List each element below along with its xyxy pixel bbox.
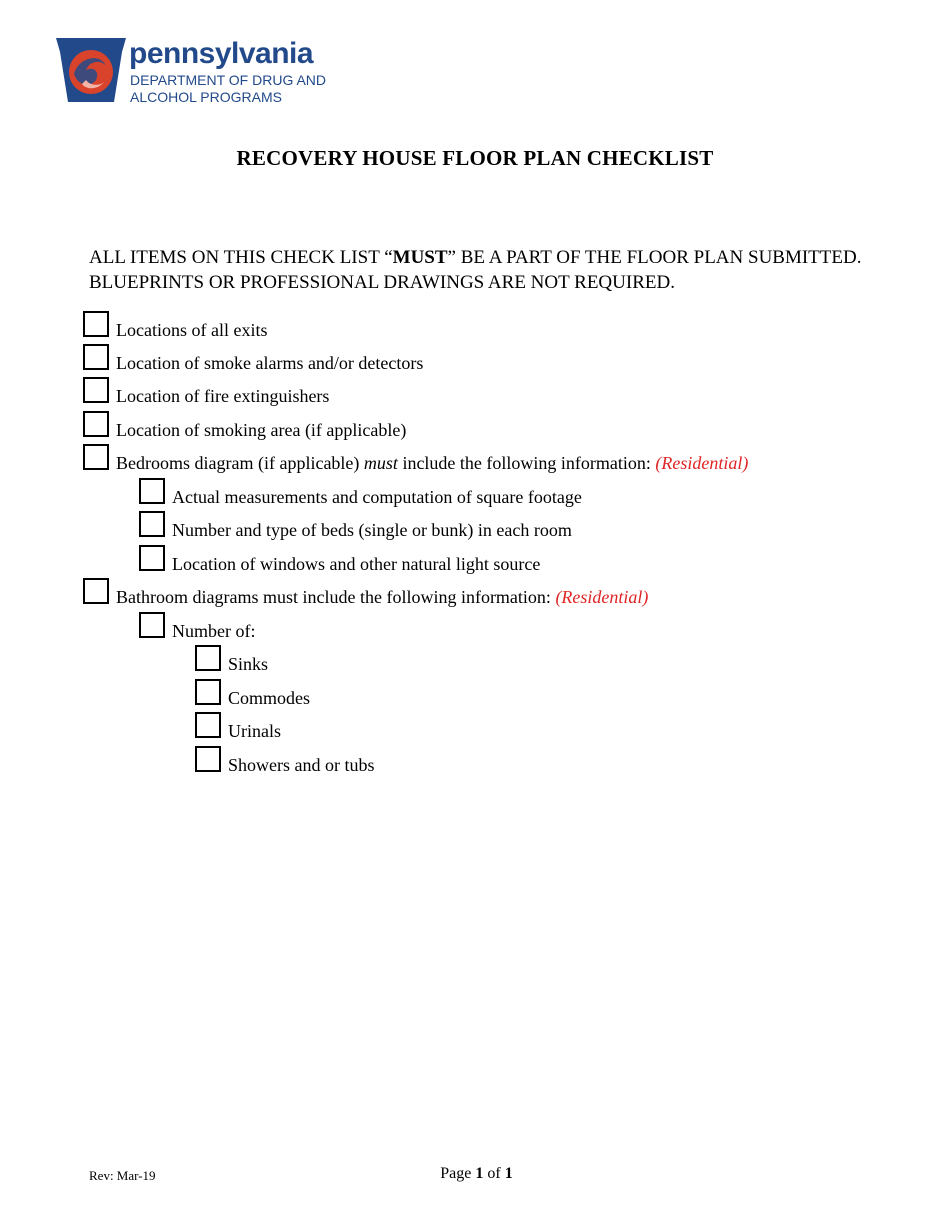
- checkbox-windows[interactable]: [139, 545, 165, 571]
- logo-dept-line2: ALCOHOL PROGRAMS: [130, 89, 282, 105]
- logo-department: [130, 72, 326, 106]
- checklist-label: Location of windows and other natural light source: [172, 554, 541, 574]
- checkbox-number-of[interactable]: [139, 612, 165, 638]
- checklist-label: Location of fire extinguishers: [116, 386, 330, 406]
- intro-paragraph: [89, 245, 909, 295]
- logo-wordmark: pennsylvania: [129, 37, 314, 70]
- intro-emphasis: MUST: [392, 247, 448, 268]
- checklist-label: Showers and or tubs: [228, 755, 375, 775]
- logo-dept-line1: DEPARTMENT OF DRUG AND: [130, 72, 327, 88]
- checkbox-bathroom[interactable]: [83, 578, 109, 604]
- page-current: 1: [475, 1165, 484, 1182]
- intro-line2: BLUEPRINTS OR PROFESSIONAL DRAWINGS ARE NOT REQUIRED.: [89, 272, 675, 293]
- page-number: [0, 1165, 950, 1183]
- checklist-label: Commodes: [228, 688, 311, 708]
- checklist-label: Urinals: [228, 721, 281, 741]
- checkbox-smoking-area[interactable]: [83, 411, 109, 437]
- page-total: 1: [504, 1165, 513, 1182]
- page-word: Page: [440, 1165, 476, 1182]
- checkbox-showers[interactable]: [195, 746, 221, 772]
- bedrooms-emphasis: must: [363, 453, 398, 473]
- checkbox-extinguishers[interactable]: [83, 377, 109, 403]
- checklist-label: Number and type of beds (single or bunk) in each room: [172, 520, 572, 540]
- checkbox-beds[interactable]: [139, 511, 165, 537]
- checklist-label: [116, 452, 748, 474]
- checkbox-urinals[interactable]: [195, 712, 221, 738]
- residential-tag: (Residential): [555, 587, 649, 607]
- checklist-label: Sinks: [228, 654, 269, 674]
- checklist-label: Locations of all exits: [116, 320, 268, 340]
- checkbox-sinks[interactable]: [195, 645, 221, 671]
- checkbox-measurements[interactable]: [139, 478, 165, 504]
- bedrooms-prefix: Bedrooms diagram (if applicable): [116, 453, 364, 473]
- checklist-label: [116, 586, 648, 608]
- bedrooms-suffix: include the following information:: [397, 453, 656, 473]
- checkbox-exits[interactable]: [83, 311, 109, 337]
- residential-tag: (Residential): [655, 453, 749, 473]
- checklist-label: Actual measurements and computation of square footage: [172, 487, 582, 507]
- checklist-label: Number of:: [172, 621, 256, 641]
- checklist-label: Location of smoking area (if applicable): [116, 420, 407, 440]
- intro-prefix: ALL ITEMS ON THIS CHECK LIST “: [89, 247, 393, 268]
- intro-suffix: ” BE A PART OF THE FLOOR PLAN SUBMITTED.: [447, 247, 862, 268]
- intro-line1: [89, 245, 909, 270]
- checkbox-smoke-alarms[interactable]: [83, 344, 109, 370]
- revision-date: Rev: Mar-19: [89, 1168, 156, 1183]
- bathroom-text: Bathroom diagrams must include the following information:: [116, 587, 556, 607]
- keystone-phoenix-icon: [56, 38, 126, 104]
- page-title: RECOVERY HOUSE FLOOR PLAN CHECKLIST: [236, 146, 714, 170]
- checkbox-bedrooms[interactable]: [83, 444, 109, 470]
- checklist-label: Location of smoke alarms and/or detectors: [116, 353, 424, 373]
- page-of: of: [483, 1165, 505, 1182]
- checkbox-commodes[interactable]: [195, 679, 221, 705]
- pennsylvania-logo: [56, 38, 336, 108]
